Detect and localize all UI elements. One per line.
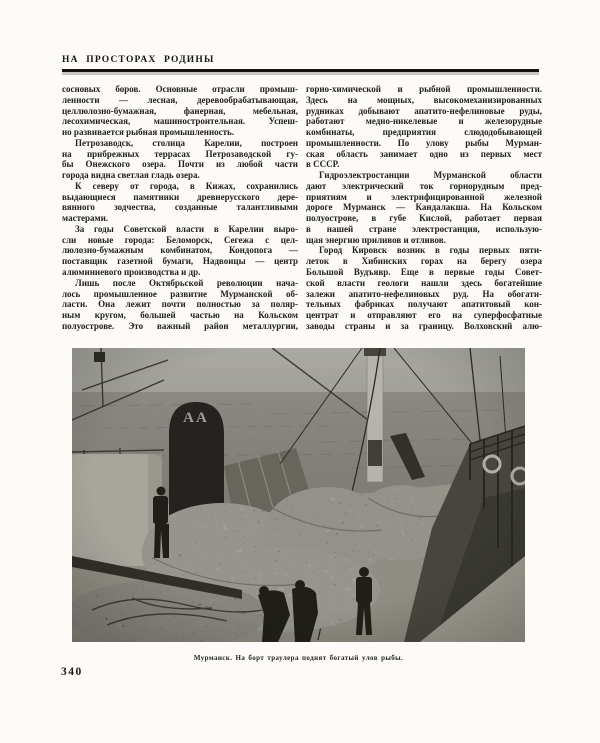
text-line: леток в Хибинских горах на берегу озера — [306, 256, 542, 267]
text-line: полуострове. Это важный район металлургии, — [62, 320, 298, 331]
text-line: горно-химической и рыбной промышленности. — [306, 84, 542, 94]
text-line: Петрозаводск, столица Карелии, построен — [75, 137, 298, 148]
right-column — [306, 84, 542, 332]
text-line: рудниках добывают апатито-нефелиновые руды, — [306, 105, 542, 116]
text-line: дают электрический ток горнорудным пред- — [306, 180, 542, 191]
text-line: щая энергию приливов и отливов. — [306, 234, 446, 245]
text-line: выдающиеся памятники древнерусского дере- — [62, 191, 298, 202]
text-line: ленности — лесная, деревообрабатывающая, — [62, 94, 298, 105]
running-header: НА ПРОСТОРАХ РОДИНЫ — [62, 55, 215, 65]
text-line: на прибрежных террасах Петрозаводской гу- — [62, 148, 298, 159]
text-line: вянного зодчества, созданные талантливыми — [62, 202, 298, 213]
trawler-photo — [72, 348, 525, 642]
text-line: залежи апатито-нефелиновых руд. На обогати- — [306, 288, 542, 299]
text-line: но развивается рыбная промышленность. — [62, 127, 235, 138]
text-line: лось промышленное развитие Мурманской об- — [62, 288, 298, 299]
text-line: центрат и отправляют его на суперфосфатные — [306, 310, 542, 321]
text-line: целлюлозно-бумажная, фанерная, мебельная, — [62, 105, 298, 116]
text-line: ской власти геологи нашли здесь богатейшие — [306, 277, 542, 288]
text-line: бы Онежского озера. Почти из любой части — [62, 159, 298, 170]
text-line: полуострове, в губе Кислой, работает первая — [306, 213, 542, 224]
text-line: К северу от города, в Кижах, сохранились — [75, 180, 298, 191]
text-line: тельных фабриках получают апатитовый кон- — [306, 299, 542, 310]
text-line: Лишь после Октябрьской революции нача- — [75, 277, 298, 288]
text-line: За годы Советской власти в Карелии выро- — [75, 223, 298, 234]
header-rule — [62, 69, 539, 72]
photo-vignette — [72, 348, 525, 642]
text-line: люлозно-бумажным комбинатом, Кондопога — — [62, 245, 298, 256]
text-columns — [62, 84, 542, 332]
text-line: Гидроэлектростанции Мурманской области — [319, 170, 542, 181]
text-line: Большой Вудъявр. Еще в первые годы Совет- — [306, 267, 542, 278]
text-line: ным кругом, большей частью на Кольском — [62, 310, 298, 321]
text-line: поставщик газетной бумаги, Надвоицы — центр — [62, 256, 298, 267]
trawler-photo-illustration — [72, 348, 525, 642]
text-line: сосновых боров. Основные отрасли промыш- — [62, 84, 298, 94]
photo-caption: Мурманск. На борт траулера поднят богатый улов рыбы. — [193, 654, 404, 662]
text-line: в нашей стране электростанция, использую- — [306, 223, 542, 234]
text-line: заводы страны и за границу. Волховский алю- — [306, 320, 542, 331]
text-line: работают медно-никелевые и железорудные — [306, 116, 542, 127]
text-line: Здесь на мощных, высокомеханизированных — [306, 94, 542, 105]
text-line: комбинаты, предприятия слюдодобывающей — [306, 127, 542, 138]
text-line: ская область занимает одно из первых мест — [306, 148, 542, 159]
text-line: мастерами. — [62, 213, 109, 224]
text-line: лесохимическая, машиностроительная. Успеш- — [62, 116, 298, 127]
page-number: 340 — [61, 666, 83, 678]
text-line: алюминиевого производства и др. — [62, 267, 201, 278]
text-line: ласти. Она лежит почти полностью за поляр- — [62, 299, 298, 310]
text-line: промышленности. По улову рыбы Мурман- — [306, 137, 542, 148]
text-line: дороге Мурманск — Кандалакша. На Кольском — [306, 202, 542, 213]
text-line: Город Кировск возник в годы первых пяти- — [319, 245, 542, 256]
text-line: сли новые города: Беломорск, Сегежа с цел- — [62, 234, 298, 245]
text-line: в СССР. — [306, 159, 340, 170]
text-line: города видна светлая гладь озера. — [62, 170, 200, 181]
text-line: приятиям и электрифицированной железной — [306, 191, 542, 202]
left-column — [62, 84, 298, 332]
